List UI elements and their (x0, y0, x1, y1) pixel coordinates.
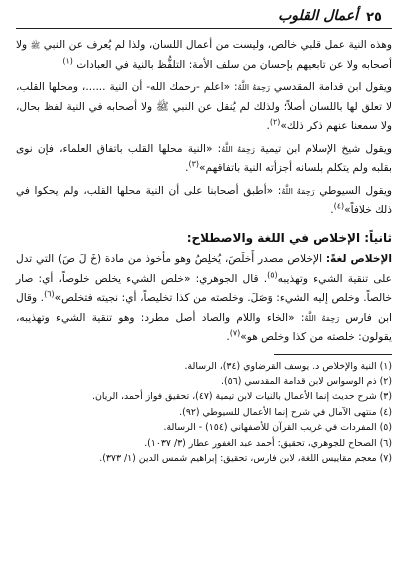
footnote-ref-6[interactable]: (٦) (44, 289, 55, 299)
paragraph-lead: ويقول ابن قدامة المقدسي (273, 81, 392, 93)
main-text (16, 36, 392, 348)
footnote-ref-4[interactable]: (٤) (333, 201, 345, 211)
footnote-4: (٤) منتهى الآمال في شرح إنما الأعمال للسيوطي (٩٢). (179, 406, 392, 418)
honorific: رَحِمَهُ اللَّهُ (304, 313, 340, 323)
section-heading: ثانياً: الإخلاص في اللغة والاصطلاح: (186, 230, 392, 245)
page-header (16, 8, 392, 30)
paragraph-text: : «النية محلها القلب باتفاق العلماء، فإن نوى بقلبه ولم يتكلم بلسانه أجزأته النية باتفاقهم» (16, 142, 392, 174)
honorific: ﷺ (30, 41, 41, 50)
honorific: رَحِمَهُ اللَّهُ (221, 144, 255, 154)
sub-heading: الإخلاص لغةً: (325, 253, 392, 265)
paragraph-ibn-qudamah: ويقول ابن قدامة المقدسي رَحِمَهُ اللَّهُ: «اعلم -رحمك الله- أن النية ......، ومحلها القلب، لا تعلق لها باللسان أصلاً؛ ولذلك لم يُنقل عن النبي ﷺ ولا أصحابه في النية لفظ بحال، ولا سمعنا عنهم ذكر ذلك»$^{(٢)}$. (16, 81, 392, 132)
paragraph-text: الإخلاص مصدر أَخلَصَ، يُخلِصُ وهو مأخوذ من مادة (خَ لَ صَ) التي تدل على تنقية الشيء وتهذيبه (16, 253, 392, 285)
footnote-3: (٣) شرح حديث إنما الأعمال بالنيات لابن تيمية (٤٧)، تحقيق فواز أحمد، الريان. (92, 391, 392, 403)
paragraph-text: . وقال ابن فارس (16, 292, 392, 324)
honorific: رَحِمَهُ اللَّهُ (281, 186, 315, 196)
footnote-separator (274, 354, 392, 355)
paragraph-intention (16, 36, 392, 75)
paragraph-text: ولا أصحابه ولا عن تابعيهم بإحسان من سلف الأمة: التلفُّظ بالنية في العبادات (16, 39, 392, 71)
paragraph-text: . قال الجوهري: «خلص الشيء يخلص خلوصاً، أي: صار خالصاً. وخلص إليه الشيء: وَصَلَ. وخلصته من كذا تخليصاً، أي: نجيته فتخلص» (16, 272, 393, 304)
footnote-5: (٥) المفردات في غريب القرآن للأصفهاني (١٥٤) - الرسالة. (163, 422, 392, 434)
footnote-ref-7[interactable]: (٧) (229, 328, 241, 338)
running-title: أعمال القلوب (278, 8, 358, 24)
footnote-2: (٢) ذم الوسواس لابن قدامة المقدسي (٥٦). (220, 375, 392, 387)
paragraph-text: وهذه النية عمل قلبي خالص، وليست من أعمال اللسان، ولذا لم يُعرف عن النبي (43, 39, 393, 51)
paragraph-text: : «الخاء واللام والصاد أصل مطرد: وهو تنقية الشيء وتهذيبه، يقولون: خلصته من كذا وخلص هو» (16, 311, 392, 343)
paragraph-lead: ويقول السيوطي (319, 184, 393, 197)
paragraph-text: : «أطبق أصحابنا على أن النية محلها القلب، ولم يحكوا في ذلك خلافاً» (16, 184, 392, 216)
paragraph-ikhlas-definition: الإخلاص لغةً: الإخلاص مصدر أَخلَصَ، يُخلِصُ وهو مأخوذ من مادة (خَ لَ صَ) التي تدل على تنقية الشيء وتهذيبه$^{(٥)}$. قال الجوهري: «خلص الشيء يخلص خلوصاً، أي: صار خالصاً. وخلص إليه الشيء: وَصَلَ. وخلصته من كذا تخليصاً، أي: نجيته فتخلص»$^{(٦)}$. وقال ابن فارس رَحِمَهُ اللَّهُ: «الخاء واللام والصاد أصل مطرد: وهو تنقية الشيء وتهذيبه، يقولون: خلصته من كذا وخلص هو»$^{(٧)}$. (16, 253, 393, 343)
paragraph-ibn-taymiyyah: ويقول شيخ الإسلام ابن تيمية رَحِمَهُ اللَّهُ: «النية محلها القلب باتفاق العلماء، فإن نوى بقلبه ولم يتكلم بلسانه أجزأته النية باتفاقهم»$^{(٣)}$. (16, 142, 392, 174)
paragraph-lead: ويقول شيخ الإسلام ابن تيمية (260, 142, 392, 155)
footnotes (16, 359, 392, 467)
footnote-ref-1[interactable]: (١) (62, 55, 73, 65)
paragraph-text: : «اعلم -رحمك الله- أن النية ......، ومحلها القلب، لا تعلق لها باللسان أصلاً؛ ولذلك لم يُنقل عن النبي ﷺ ولا أصحابه في النية لفظ بحال، ولا سمعنا عنهم ذكر ذلك» (16, 81, 392, 132)
page-number: ٢٥ (366, 10, 382, 25)
footnote-ref-5[interactable]: (٥) (267, 269, 278, 279)
footnote-7: (٧) معجم مقاييس اللغة، لابن فارس، تحقيق: إبراهيم شمس الدين (١/ ٣٧٣). (99, 452, 392, 464)
footnote-6: (٦) الصحاح للجوهري، تحقيق: أحمد عبد الغفور عطار (٣/ ١٠٣٧). (144, 437, 392, 449)
paragraph-suyuti: ويقول السيوطي رَحِمَهُ اللَّهُ: «أطبق أصحابنا على أن النية محلها القلب، ولم يحكوا في ذلك خلافاً»$^{(٤)}$. (16, 184, 393, 216)
footnote-1: (١) النية والإخلاص د. يوسف القرضاوي (٣٤)، الرسالة. (184, 360, 392, 372)
header-rule (16, 28, 392, 29)
honorific: رَحِمَهُ اللَّهُ (237, 83, 270, 92)
footnote-ref-3[interactable]: (٣) (188, 159, 200, 169)
footnote-ref-2[interactable]: (٢) (269, 117, 281, 127)
